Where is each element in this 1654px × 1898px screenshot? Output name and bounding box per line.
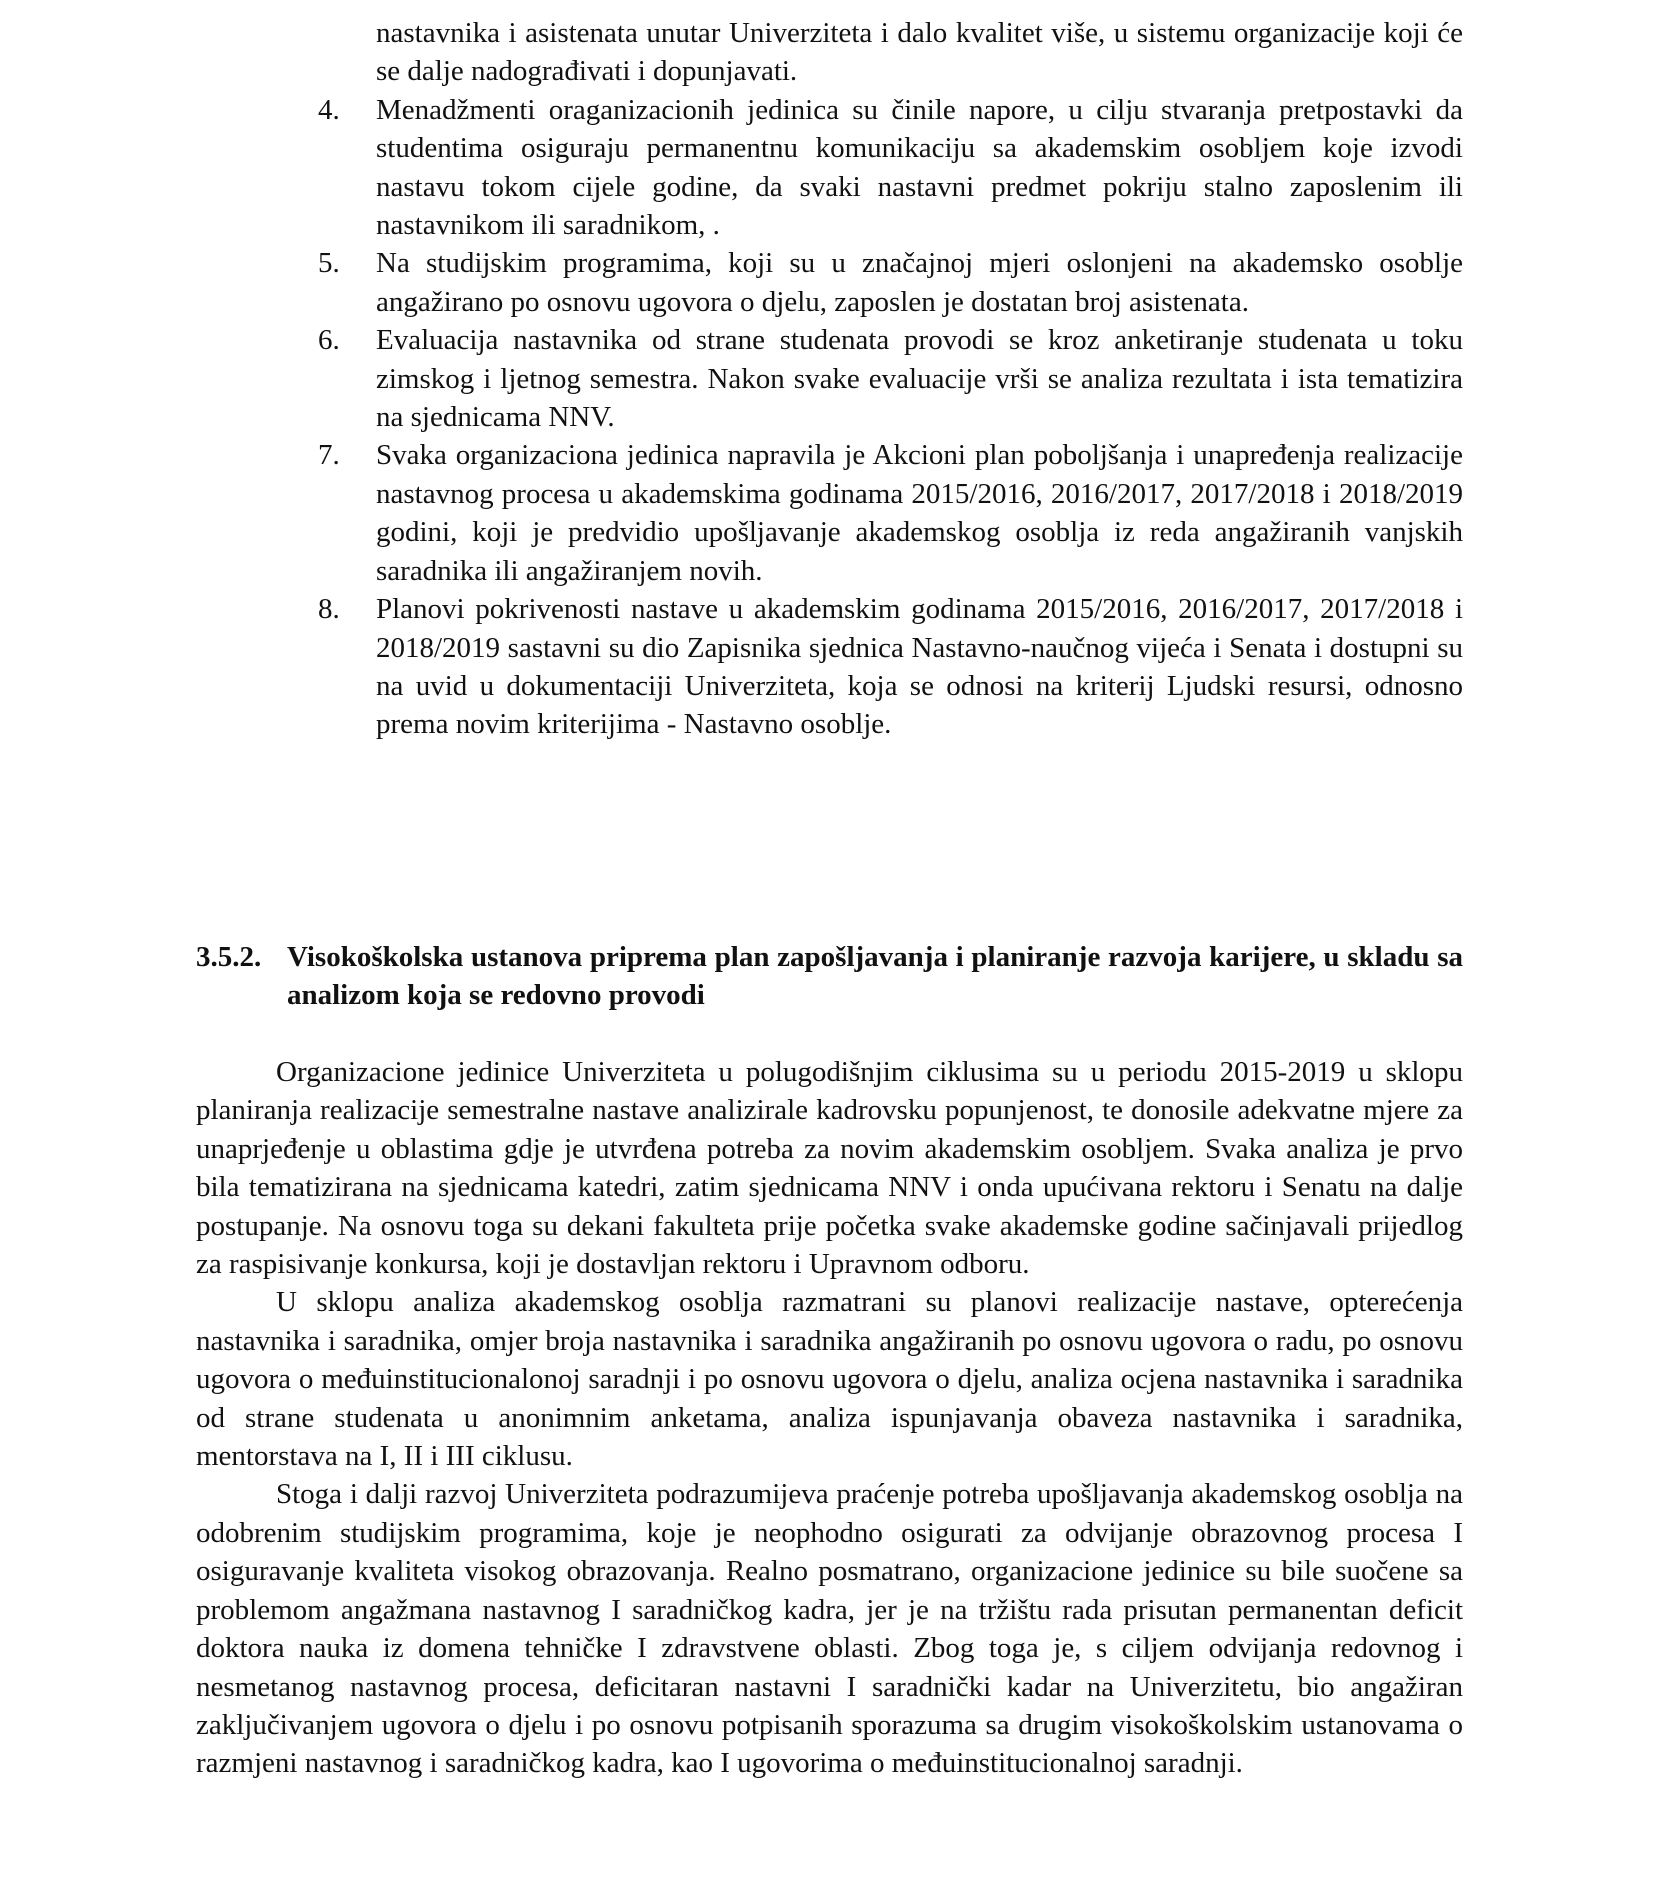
numbered-list (318, 14, 1463, 744)
list-item-7 (318, 436, 1463, 590)
list-item-number: 4. (318, 93, 340, 126)
body-text (196, 1053, 1463, 1783)
paragraph: U sklopu analiza akademskog osoblja razmatrani su planovi realizacije nastave, opterećenja nastavnika i saradnika, omjer broja nastavnika i saradnika angažiranih po osnovu ugovora o radu, po osnovu ugovora o međuinstitucionalonoj saradnji i po osnovu ugovora o djelu, analiza ocjena nastavnika i saradnika od strane studenata u anonimnim anketama, analiza ispunjavanja obaveza nastavnika i saradnika, mentorstava na I, II i III ciklusu. (196, 1286, 1463, 1473)
list-item-number: 8. (318, 593, 340, 626)
list-item-text: nastavnika i asistenata unutar Univerziteta i dalo kvalitet više, u sistemu organizacije koji će se dalje nadograđivati i dopunjavati. (376, 17, 1463, 88)
list-item-text: Menadžmenti oraganizacionih jedinica su činile napore, u cilju stvaranja pretpostavki da studentima osiguraju permanentnu komunikaciju sa akademskim osobljem koje izvodi nastavu tokom cijele godine, da svaki nastavni predmet pokriju stalno zaposlenim ili nastavnikom ili saradnikom, . (376, 93, 1463, 242)
paragraph: Stoga i dalji razvoj Univerziteta podrazumijeva praćenje potreba upošljavanja akademskog osoblja na odobrenim studijskim programima, koje je neophodno osigurati za odvijanje obrazovnog procesa I osiguravanje kvaliteta visokog obrazovanja. Realno posmatrano, organizacione jedinice su bile suočene sa problemom angažmana nastavnog I saradničkog kadra, jer je na tržištu rada prisutan permanentan deficit doktora nauka iz domena tehničke I zdravstvene oblasti. Zbog toga je, s ciljem odvijanja redovnog i nesmetanog nastavnog procesa, deficitaran nastavni I saradnički kadar na Univerzitetu, bio angažiran zaključivanjem ugovora o djelu i po osnovu potpisanih sporazuma sa drugim visokoškolskim ustanovama o razmjeni nastavnog i saradničkog kadra, kao I ugovorima o međuinstitucionalnoj saradnji. (196, 1478, 1463, 1780)
list-item-4 (318, 91, 1463, 245)
paragraph: Organizacione jedinice Univerziteta u polugodišnjim ciklusima su u periodu 2015-2019 u sklopu planiranja realizacije semestralne nastave analizirale kadrovsku popunjenost, te donosile adekvatne mjere za unaprjeđenje u oblastima gdje je utvrđena potreba za novim akademskim osobljem. Svaka analiza je prvo bila tematizirana na sjednicama katedri, zatim sjednicama NNV i onda upućivana rektoru i Senatu na dalje postupanje. Na osnovu toga su dekani fakulteta prije početka svake akademske godine sačinjavali prijedlog za raspisivanje konkursa, koji je dostavljan rektoru i Upravnom odboru. (196, 1056, 1463, 1281)
section-heading (196, 938, 1463, 1015)
list-item-number: 6. (318, 324, 340, 357)
list-item-number: 7. (318, 439, 340, 472)
list-item-5 (318, 244, 1463, 321)
list-item-6 (318, 321, 1463, 436)
list-item-number: 5. (318, 247, 340, 280)
list-item-8 (318, 590, 1463, 744)
list-item-continuation (318, 14, 1463, 91)
section-title: Visokoškolska ustanova priprema plan zapošljavanja i planiranje razvoja karijere, u skladu sa analizom koja se redovno provodi (287, 941, 1463, 1012)
list-item-text: Na studijskim programima, koji su u značajnoj mjeri oslonjeni na akademsko osoblje angažirano po osnovu ugovora o djelu, zaposlen je dostatan broj asistenata. (376, 247, 1463, 318)
list-item-text: Svaka organizaciona jedinica napravila je Akcioni plan poboljšanja i unapređenja realizacije nastavnog procesa u akademskima godinama 2015/2016, 2016/2017, 2017/2018 i 2018/2019 godini, koji je predvidio upošljavanje akademskog osoblja iz reda angažiranih vanjskih saradnika ili angažiranjem novih. (376, 439, 1463, 587)
list-item-text: Evaluacija nastavnika od strane studenata provodi se kroz anketiranje studenata u toku zimskog i ljetnog semestra. Nakon svake evaluacije vrši se analiza rezultata i ista tematizira na sjednicama NNV. (376, 324, 1463, 434)
section-number: 3.5.2. (196, 941, 262, 973)
list-item-text: Planovi pokrivenosti nastave u akademskim godinama 2015/2016, 2016/2017, 2017/2018 i 2018/2019 sastavni su dio Zapisnika sjednica Nastavno-naučnog vijeća i Senata i dostupni su na uvid u dokumentaciji Univerziteta, koja se odnosi na kriterij Ljudski resursi, odnosno prema novim kriterijima - Nastavno osoblje. (376, 593, 1463, 741)
